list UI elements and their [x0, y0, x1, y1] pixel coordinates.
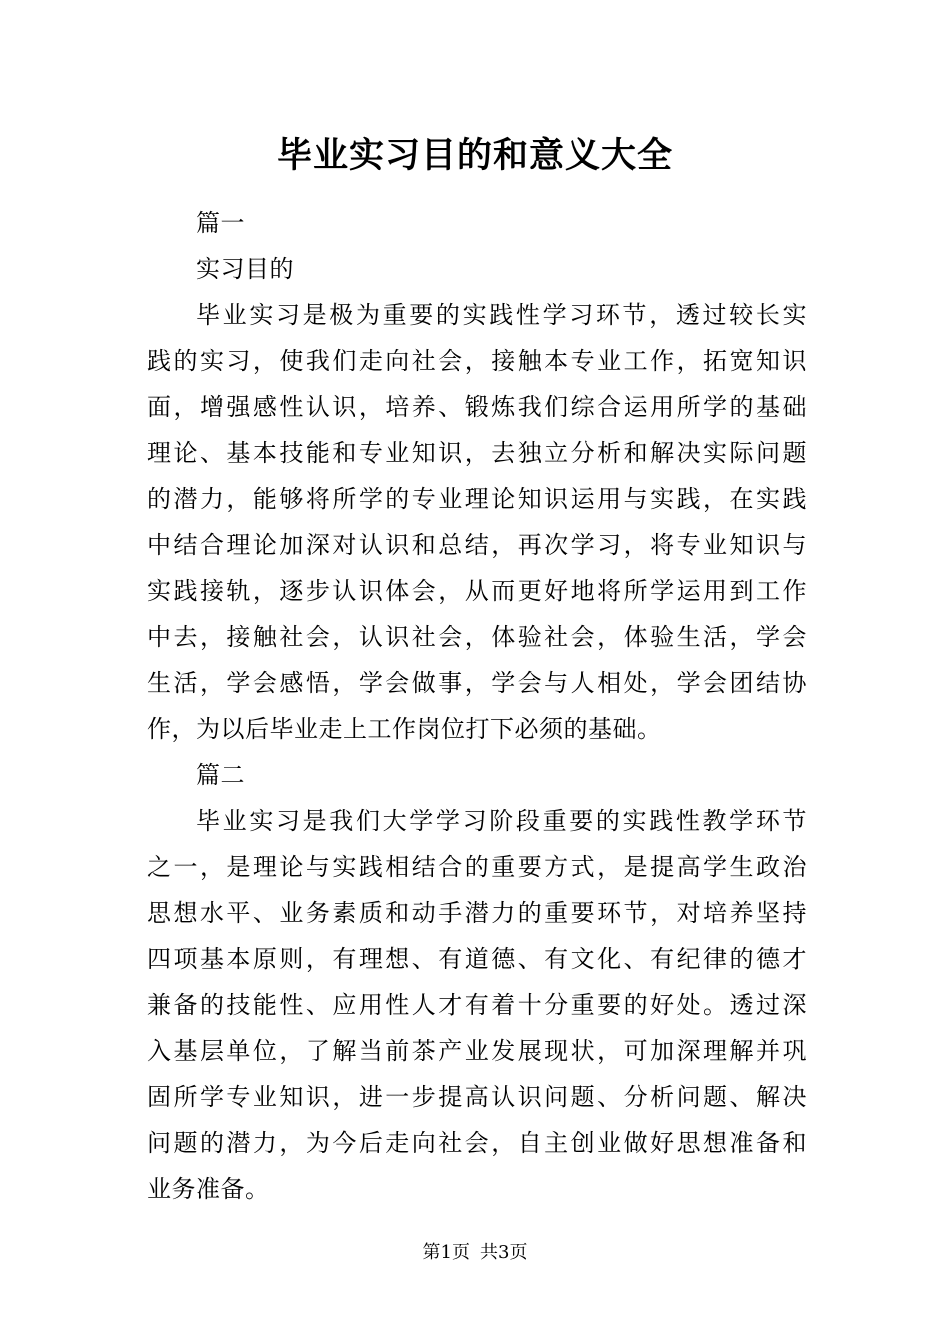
document-body: [147, 200, 807, 1212]
paragraph-line: 中去，接触社会，认识社会，体验社会，体验生活，学会: [147, 623, 807, 651]
paragraph-line: 中结合理论加深对认识和总结，再次学习，将专业知识与: [147, 531, 807, 559]
subsection-heading: 实习目的: [196, 255, 294, 283]
paragraph-line: 毕业实习是极为重要的实践性学习环节，透过较长实: [196, 301, 807, 329]
paragraph-line: 毕业实习是我们大学学习阶段重要的实践性教学环节: [196, 807, 807, 835]
paragraph-line: 作，为以后毕业走上工作岗位打下必须的基础。: [147, 715, 662, 743]
paragraph-line: 之一，是理论与实践相结合的重要方式，是提高学生政治: [147, 853, 807, 881]
paragraph-line: 实践接轨，逐步认识体会，从而更好地将所学运用到工作: [147, 577, 807, 605]
paragraph-line: 面，增强感性认识，培养、锻炼我们综合运用所学的基础: [147, 393, 807, 421]
paragraph-line: 入基层单位，了解当前茶产业发展现状，可加深理解并巩: [147, 1037, 807, 1065]
page-total: 共3页: [480, 1242, 528, 1263]
paragraph-line: 问题的潜力，为今后走向社会，自主创业做好思想准备和: [147, 1129, 807, 1157]
section-heading: 篇一: [196, 209, 245, 237]
paragraph-line: 固所学专业知识，进一步提高认识问题、分析问题、解决: [147, 1083, 807, 1111]
paragraph-line: 的潜力，能够将所学的专业理论知识运用与实践，在实践: [147, 485, 807, 513]
paragraph-line: 业务准备。: [147, 1175, 270, 1203]
paragraph-line: 理论、基本技能和专业知识，去独立分析和解决实际问题: [147, 439, 807, 467]
paragraph-line: 践的实习，使我们走向社会，接触本专业工作，拓宽知识: [147, 347, 807, 375]
page-footer: [0, 1240, 950, 1266]
page-number: 第1页: [422, 1242, 470, 1263]
paragraph-line: 思想水平、业务素质和动手潜力的重要环节，对培养坚持: [147, 899, 807, 927]
paragraph-line: 兼备的技能性、应用性人才有着十分重要的好处。透过深: [147, 991, 807, 1019]
paragraph-line: 四项基本原则，有理想、有道德、有文化、有纪律的德才: [147, 945, 807, 973]
document-title: 毕业实习目的和意义大全: [276, 135, 673, 176]
section-heading: 篇二: [196, 761, 245, 789]
paragraph-line: 生活，学会感悟，学会做事，学会与人相处，学会团结协: [147, 669, 807, 697]
